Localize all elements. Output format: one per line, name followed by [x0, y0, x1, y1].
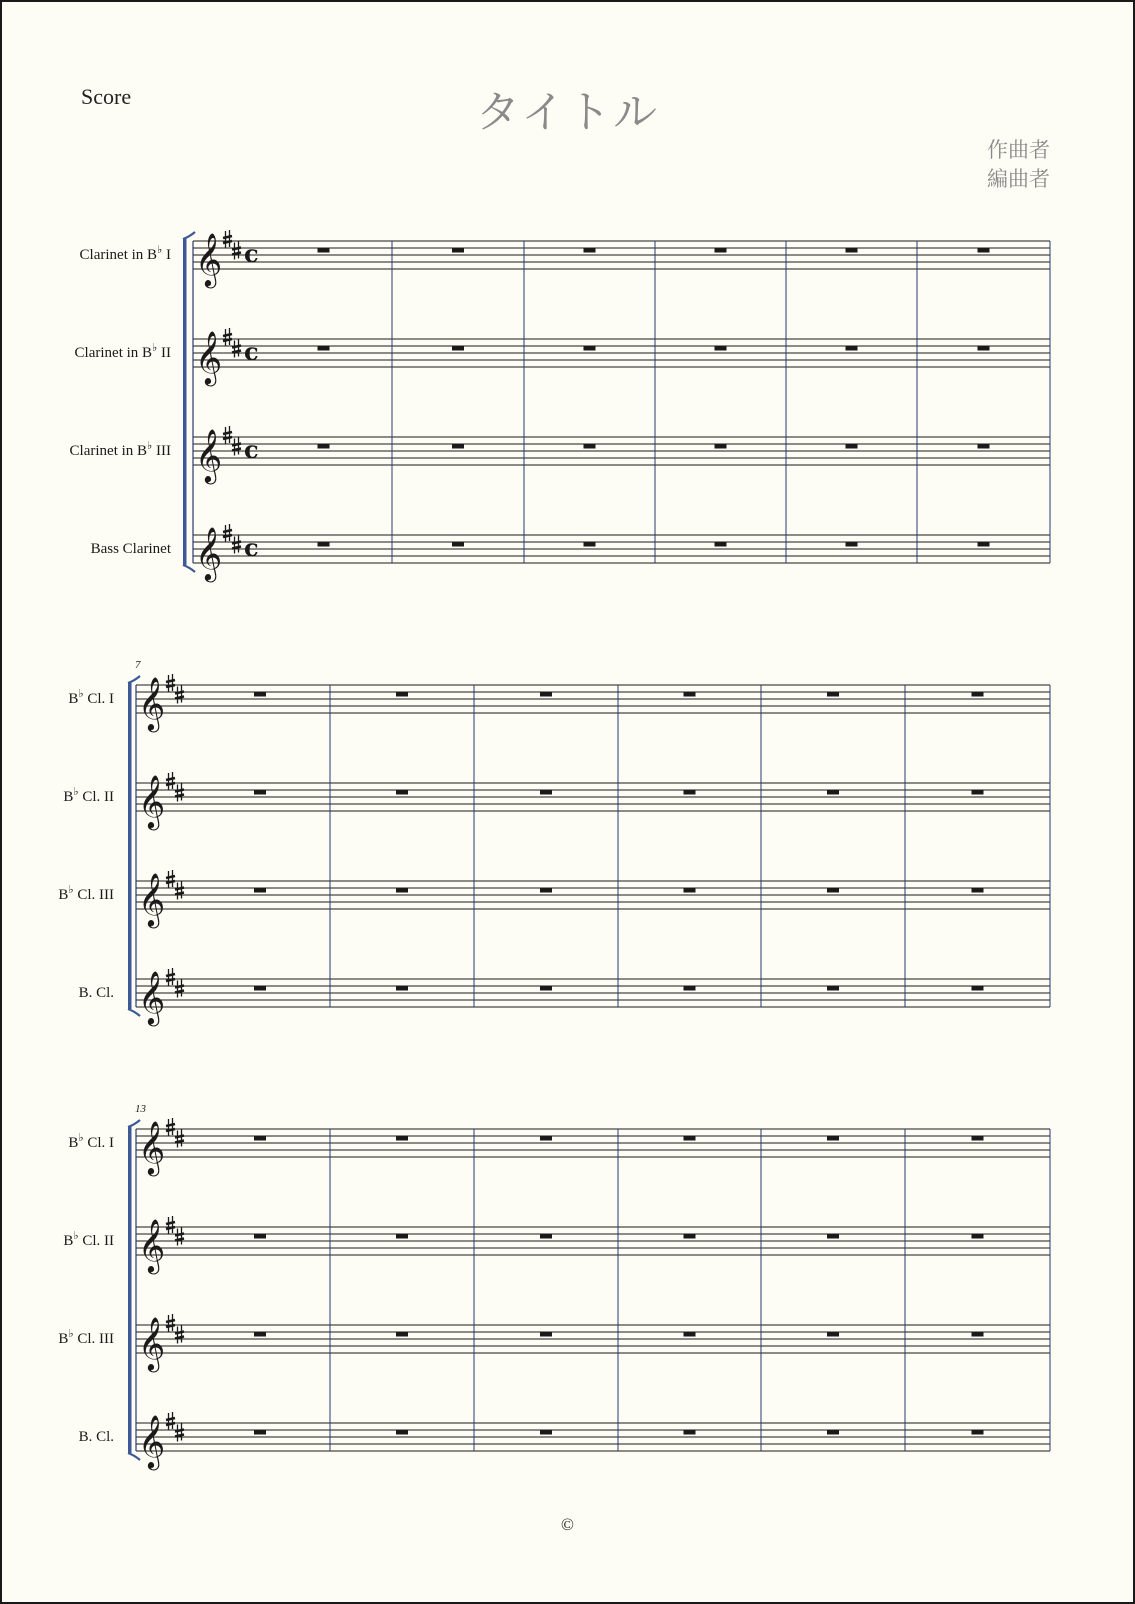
whole-rest: [540, 1234, 552, 1239]
whole-rest: [846, 346, 858, 351]
sharp-icon: [223, 230, 232, 248]
staff: [63, 1216, 1050, 1274]
sharp-icon: [175, 980, 184, 998]
copyright: ©: [561, 1515, 574, 1534]
treble-clef-icon: 𝄞: [195, 526, 223, 580]
instrument-name: Clarinet in B♭ I: [79, 244, 171, 263]
whole-rest: [978, 248, 990, 253]
whole-rest: [846, 248, 858, 253]
whole-rest: [318, 542, 330, 547]
whole-rest: [972, 1430, 984, 1435]
whole-rest: [827, 1430, 839, 1435]
whole-rest: [715, 542, 727, 547]
staff: [79, 1412, 1050, 1470]
whole-rest: [715, 346, 727, 351]
whole-rest: [684, 986, 696, 991]
sharp-icon: [166, 674, 175, 692]
staff: [63, 772, 1050, 830]
whole-rest: [452, 542, 464, 547]
treble-clef-icon: 𝄞: [195, 232, 223, 286]
instrument-name: B. Cl.: [78, 1429, 114, 1445]
whole-rest: [396, 1332, 408, 1337]
treble-clef-icon: 𝄞: [138, 1218, 166, 1272]
sharp-icon: [223, 426, 232, 444]
whole-rest: [972, 1332, 984, 1337]
whole-rest: [540, 888, 552, 893]
staff: [68, 1118, 1050, 1176]
instrument-name: Clarinet in B♭ III: [69, 440, 171, 459]
whole-rest: [540, 1136, 552, 1141]
whole-rest: [972, 1234, 984, 1239]
measure-number: 13: [135, 1103, 146, 1115]
whole-rest: [827, 888, 839, 893]
staff: [79, 968, 1050, 1026]
staff: [80, 230, 1050, 288]
system: [58, 1103, 1050, 1470]
instrument-name: B♭ Cl. I: [68, 688, 114, 707]
instrument-name: B♭ Cl. III: [58, 1328, 114, 1347]
treble-clef-icon: 𝄞: [138, 676, 166, 730]
whole-rest: [396, 790, 408, 795]
sharp-icon: [166, 772, 175, 790]
common-time-icon: c: [244, 239, 259, 268]
treble-clef-icon: 𝄞: [138, 872, 166, 926]
whole-rest: [318, 346, 330, 351]
composer: 作曲者: [987, 138, 1050, 162]
whole-rest: [584, 542, 596, 547]
staff: [70, 426, 1050, 484]
treble-clef-icon: 𝄞: [195, 428, 223, 482]
sharp-icon: [232, 242, 241, 260]
treble-clef-icon: 𝄞: [195, 330, 223, 384]
whole-rest: [827, 1332, 839, 1337]
instrument-name: B♭ Cl. II: [63, 786, 114, 805]
whole-rest: [540, 986, 552, 991]
whole-rest: [318, 248, 330, 253]
whole-rest: [972, 888, 984, 893]
treble-clef-icon: 𝄞: [138, 970, 166, 1024]
whole-rest: [846, 444, 858, 449]
treble-clef-icon: 𝄞: [138, 1120, 166, 1174]
sharp-icon: [166, 1314, 175, 1332]
treble-clef-icon: 𝄞: [138, 774, 166, 828]
whole-rest: [396, 1136, 408, 1141]
whole-rest: [254, 790, 266, 795]
staff: [58, 870, 1050, 928]
whole-rest: [254, 692, 266, 697]
sharp-icon: [223, 524, 232, 542]
common-time-icon: c: [244, 435, 259, 464]
whole-rest: [396, 986, 408, 991]
sharp-icon: [232, 438, 241, 456]
sharp-icon: [175, 1424, 184, 1442]
whole-rest: [452, 248, 464, 253]
whole-rest: [972, 1136, 984, 1141]
arranger: 編曲者: [987, 167, 1050, 191]
sharp-icon: [232, 536, 241, 554]
sharp-icon: [166, 870, 175, 888]
whole-rest: [254, 1430, 266, 1435]
staff: [91, 524, 1050, 582]
whole-rest: [972, 986, 984, 991]
instrument-name: B♭ Cl. III: [58, 884, 114, 903]
whole-rest: [684, 790, 696, 795]
sharp-icon: [223, 328, 232, 346]
whole-rest: [396, 1430, 408, 1435]
whole-rest: [827, 1234, 839, 1239]
whole-rest: [978, 346, 990, 351]
sharp-icon: [232, 340, 241, 358]
instrument-name: B♭ Cl. II: [63, 1230, 114, 1249]
whole-rest: [684, 692, 696, 697]
sharp-icon: [175, 1130, 184, 1148]
system: [58, 659, 1050, 1026]
score-label: Score: [81, 84, 132, 109]
treble-clef-icon: 𝄞: [138, 1316, 166, 1370]
whole-rest: [827, 986, 839, 991]
whole-rest: [584, 248, 596, 253]
whole-rest: [978, 542, 990, 547]
sharp-icon: [166, 1118, 175, 1136]
whole-rest: [584, 444, 596, 449]
staff: [58, 1314, 1050, 1372]
whole-rest: [684, 1430, 696, 1435]
instrument-name: B♭ Cl. I: [68, 1132, 114, 1151]
whole-rest: [684, 1136, 696, 1141]
whole-rest: [684, 1332, 696, 1337]
whole-rest: [684, 888, 696, 893]
system: [70, 230, 1050, 582]
whole-rest: [684, 1234, 696, 1239]
common-time-icon: c: [244, 337, 259, 366]
whole-rest: [540, 1332, 552, 1337]
page-title: タイトル: [475, 87, 660, 138]
instrument-name: Bass Clarinet: [90, 541, 171, 557]
sharp-icon: [175, 784, 184, 802]
sharp-icon: [166, 968, 175, 986]
whole-rest: [396, 692, 408, 697]
whole-rest: [846, 542, 858, 547]
whole-rest: [396, 1234, 408, 1239]
common-time-icon: c: [244, 533, 259, 562]
measure-number: 7: [135, 659, 141, 671]
staff: [68, 674, 1050, 732]
whole-rest: [715, 444, 727, 449]
sharp-icon: [166, 1412, 175, 1430]
whole-rest: [254, 1136, 266, 1141]
whole-rest: [254, 1234, 266, 1239]
whole-rest: [452, 346, 464, 351]
sharp-icon: [175, 1326, 184, 1344]
whole-rest: [540, 1430, 552, 1435]
whole-rest: [540, 790, 552, 795]
whole-rest: [318, 444, 330, 449]
whole-rest: [254, 1332, 266, 1337]
whole-rest: [584, 346, 596, 351]
whole-rest: [827, 1136, 839, 1141]
sharp-icon: [166, 1216, 175, 1234]
whole-rest: [972, 790, 984, 795]
whole-rest: [715, 248, 727, 253]
whole-rest: [254, 888, 266, 893]
sharp-icon: [175, 1228, 184, 1246]
whole-rest: [452, 444, 464, 449]
staff: [75, 328, 1050, 386]
instrument-name: Clarinet in B♭ II: [74, 342, 171, 361]
instrument-name: B. Cl.: [78, 985, 114, 1001]
whole-rest: [827, 790, 839, 795]
whole-rest: [972, 692, 984, 697]
sharp-icon: [175, 882, 184, 900]
treble-clef-icon: 𝄞: [138, 1414, 166, 1468]
whole-rest: [540, 692, 552, 697]
whole-rest: [254, 986, 266, 991]
whole-rest: [396, 888, 408, 893]
sharp-icon: [175, 686, 184, 704]
whole-rest: [827, 692, 839, 697]
whole-rest: [978, 444, 990, 449]
